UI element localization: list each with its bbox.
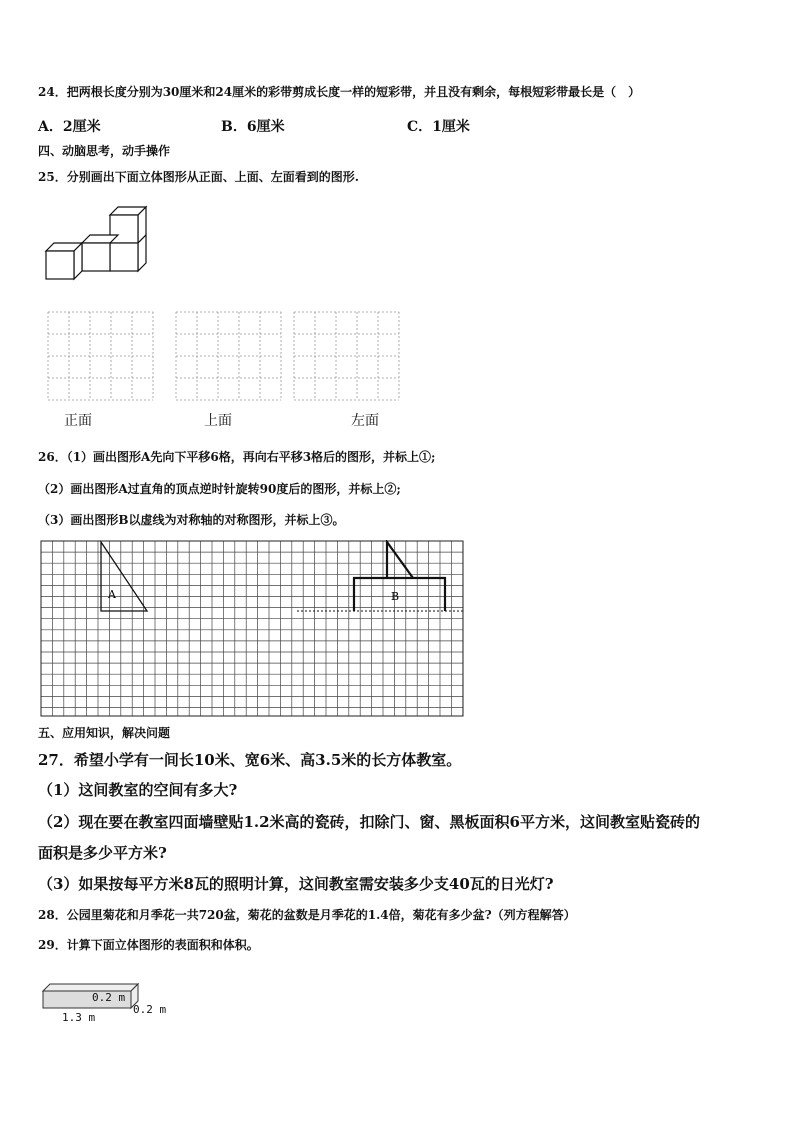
q29-stem: 29．计算下面立体图形的表面积和体积。	[38, 938, 259, 952]
section-5-heading: 五、应用知识，解决问题	[38, 726, 171, 740]
q26-part1: 26．（1）画出图形A先向下平移6格，再向右平移3格后的图形，并标上①;	[38, 450, 436, 464]
q24-option-a: A．2厘米	[38, 119, 101, 135]
front-view-label: 正面	[64, 413, 92, 429]
left-view-grid	[293, 311, 403, 401]
top-view-label: 上面	[204, 413, 232, 429]
q28-stem: 28．公园里菊花和月季花一共720盆，菊花的盆数是月季花的1.4倍，菊花有多少盆?（列方程解答）	[38, 908, 576, 922]
section-4-heading: 四、动脑思考，动手操作	[38, 144, 171, 158]
figure-a-label: A	[108, 588, 116, 601]
cube-stack-figure	[40, 200, 160, 285]
cuboid-width-label: 0.2 m	[133, 1003, 167, 1016]
q25-stem: 25．分别画出下面立体图形从正面、上面、左面看到的图形.	[38, 170, 359, 184]
figure-b-shape	[354, 578, 445, 611]
q24-option-c: C．1厘米	[407, 119, 470, 135]
transformation-grid	[40, 540, 466, 720]
q24-option-b: B．6厘米	[221, 119, 285, 135]
q24-stem: 24．把两根长度分别为30厘米和24厘米的彩带剪成长度一样的短彩带，并且没有剩余，每根短彩带最长是（ ）	[38, 85, 641, 99]
q26-part2: （2）画出图形A过直角的顶点逆时针旋转90度后的图形，并标上②;	[38, 482, 401, 496]
left-view-label: 左面	[351, 413, 379, 429]
q27-part1: （1）这间教室的空间有多大?	[38, 781, 238, 799]
front-view-grid	[47, 311, 157, 401]
figure-b-label: B	[391, 590, 400, 603]
top-view-grid	[175, 311, 285, 401]
q26-part3: （3）画出图形B以虚线为对称轴的对称图形，并标上③。	[38, 513, 345, 527]
q27-part3: （3）如果按每平方米8瓦的照明计算，这间教室需安装多少支40瓦的日光灯?	[38, 875, 554, 893]
q27-part2b: 面积是多少平方米?	[38, 844, 167, 862]
cuboid-height-label: 0.2 m	[92, 991, 126, 1004]
cuboid-length-label: 1.3 m	[62, 1011, 96, 1024]
q27-stem: 27．希望小学有一间长10米、宽6米、高3.5米的长方体教室。	[38, 751, 462, 769]
q27-part2a: （2）现在要在教室四面墙壁贴1.2米高的瓷砖，扣除门、窗、黑板面积6平方米，这间教室贴瓷砖的	[38, 813, 700, 831]
